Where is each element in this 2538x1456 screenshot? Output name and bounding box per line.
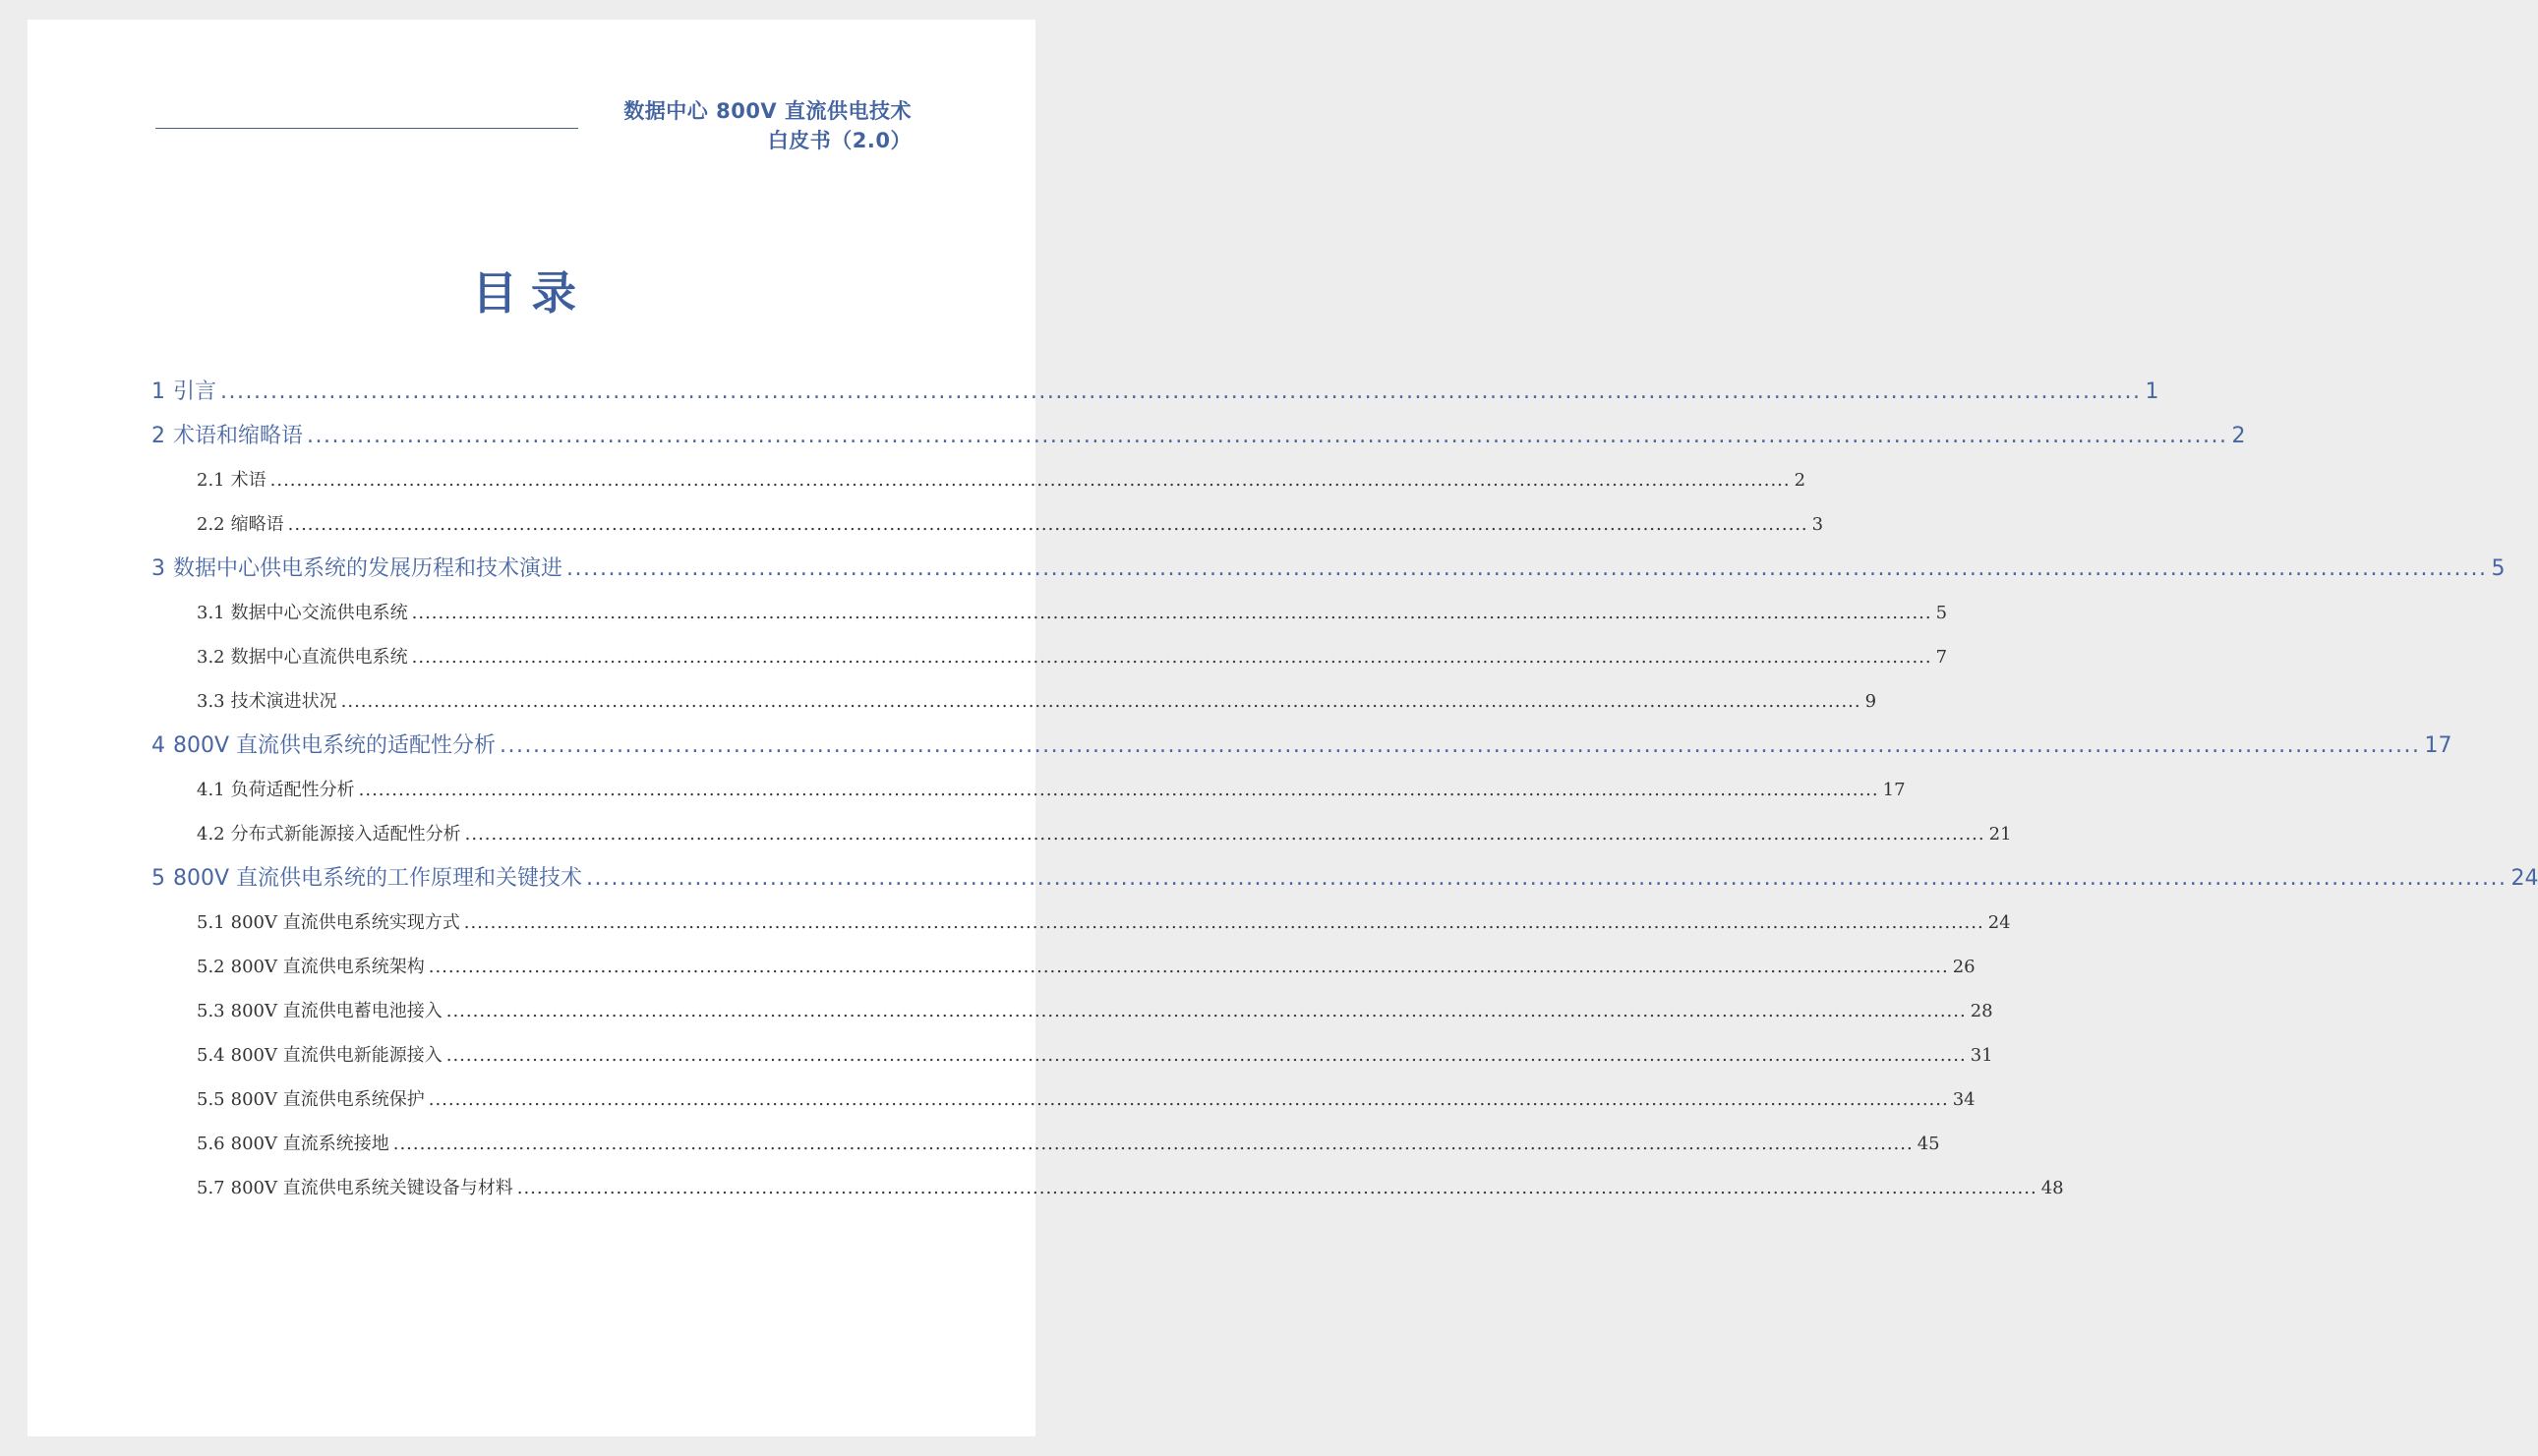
toc-entry-page: 5	[2491, 556, 2506, 581]
toc-entry-page: 2	[1794, 470, 1806, 491]
toc-entry-page: 24	[1987, 912, 2011, 933]
toc-entry-4-1[interactable]	[197, 776, 1906, 801]
toc-entry-page: 3	[1811, 514, 1824, 535]
toc-entry-5-3[interactable]	[197, 997, 1993, 1022]
toc-entry-5-7[interactable]	[197, 1174, 2064, 1199]
toc-entry-number: 5.5	[197, 1089, 225, 1110]
toc-leader-dots: ......................................................................................................................................................................................................................................	[358, 780, 1879, 800]
toc-entry-4[interactable]	[151, 728, 2452, 759]
header-divider	[155, 128, 578, 129]
toc-entry-title: 术语和缩略语	[173, 424, 304, 448]
toc-leader-dots: ......................................................................................................................................................................................................................................	[464, 824, 1985, 844]
toc-entry-title: 引言	[173, 379, 217, 404]
toc-entry-2-1[interactable]	[197, 466, 1806, 492]
toc-entry-3-1[interactable]	[197, 599, 1948, 624]
toc-entry-page: 9	[1864, 691, 1877, 712]
toc-leader-dots: ......................................................................................................................................................................................................................................	[411, 603, 1932, 623]
toc-entry-number: 5.4	[197, 1045, 225, 1066]
toc-entry-title: 数据中心直流供电系统	[230, 647, 408, 668]
toc-entry-title: 数据中心供电系统的发展历程和技术演进	[173, 556, 563, 581]
toc-leader-dots: ......................................................................................................................................................................................................................................	[340, 691, 1861, 712]
toc-entry-title: 800V 直流供电系统实现方式	[230, 912, 460, 933]
toc-entry-2[interactable]	[151, 419, 2246, 449]
toc-leader-dots: ......................................................................................................................................................................................................................................	[566, 556, 2488, 581]
toc-entry-title: 技术演进状况	[230, 691, 337, 712]
toc-entry-page: 17	[1882, 780, 1906, 800]
toc-entry-number: 5.1	[197, 912, 225, 933]
toc-entry-2-2[interactable]	[197, 510, 1824, 536]
toc-entry-title: 800V 直流系统接地	[230, 1134, 389, 1154]
toc-entry-5-4[interactable]	[197, 1041, 1993, 1067]
toc-entry-page: 2	[2231, 424, 2246, 448]
toc-entry-5-2[interactable]	[197, 953, 1976, 978]
toc-entry-page: 45	[1917, 1134, 1940, 1154]
toc-leader-dots: ......................................................................................................................................................................................................................................	[445, 1001, 1967, 1021]
toc-entry-number: 3.1	[197, 603, 225, 623]
toc-entry-title: 800V 直流供电新能源接入	[230, 1045, 443, 1066]
toc-entry-number: 5.2	[197, 957, 225, 977]
toc-entry-title: 800V 直流供电系统的工作原理和关键技术	[173, 866, 583, 891]
toc-entry-title: 800V 直流供电蓄电池接入	[230, 1001, 443, 1021]
toc-entry-page: 31	[1970, 1045, 1993, 1066]
toc-entry-page: 26	[1952, 957, 1976, 977]
toc-entry-3[interactable]	[151, 552, 2506, 582]
toc-entry-3-3[interactable]	[197, 687, 1877, 713]
toc-entry-number: 3	[151, 556, 165, 581]
toc-entry-number: 5.3	[197, 1001, 225, 1021]
toc-entry-number: 5.6	[197, 1134, 225, 1154]
toc-entry-page: 5	[1935, 603, 1948, 623]
toc-entry-5-6[interactable]	[197, 1130, 1940, 1155]
toc-entry-page: 7	[1935, 647, 1948, 668]
toc-leader-dots: ......................................................................................................................................................................................................................................	[428, 957, 1949, 977]
toc-entry-4-2[interactable]	[197, 820, 2012, 845]
header-title-line1: 数据中心 800V 直流供电技术	[623, 99, 912, 123]
toc-entry-page: 21	[1988, 824, 2012, 844]
toc-entry-title: 800V 直流供电系统的适配性分析	[173, 733, 497, 758]
toc-leader-dots: ......................................................................................................................................................................................................................................	[411, 647, 1932, 668]
toc-leader-dots: ......................................................................................................................................................................................................................................	[586, 866, 2508, 891]
toc-entry-page: 28	[1970, 1001, 1993, 1021]
header-title-line2: 白皮书（2.0）	[767, 129, 912, 152]
toc-entry-number: 3.3	[197, 691, 225, 712]
toc-entry-page: 17	[2424, 733, 2452, 758]
toc-leader-dots: ......................................................................................................................................................................................................................................	[445, 1045, 1967, 1066]
toc-entry-1[interactable]	[151, 375, 2159, 405]
toc-leader-dots: ......................................................................................................................................................................................................................................	[463, 912, 1984, 933]
toc-entry-title: 负荷适配性分析	[230, 780, 355, 800]
toc-entry-number: 4	[151, 733, 165, 758]
toc-leader-dots: ......................................................................................................................................................................................................................................	[428, 1089, 1949, 1110]
toc-heading: 目录	[472, 266, 590, 320]
toc-entry-5-1[interactable]	[197, 908, 2011, 934]
toc-entry-page: 1	[2145, 379, 2159, 404]
toc-entry-number: 3.2	[197, 647, 225, 668]
toc-entry-number: 2.2	[197, 514, 225, 535]
toc-entry-5[interactable]	[151, 861, 2538, 892]
toc-entry-title: 800V 直流供电系统架构	[230, 957, 425, 977]
toc-entry-number: 2.1	[197, 470, 225, 491]
toc-leader-dots: ......................................................................................................................................................................................................................................	[220, 379, 2142, 404]
toc-entry-title: 术语	[230, 470, 266, 491]
toc-entry-title: 800V 直流供电系统保护	[230, 1089, 425, 1110]
toc-leader-dots: ......................................................................................................................................................................................................................................	[307, 424, 2228, 448]
toc-entry-title: 分布式新能源接入适配性分析	[230, 824, 461, 844]
toc-entry-number: 1	[151, 379, 165, 404]
toc-leader-dots: ......................................................................................................................................................................................................................................	[392, 1134, 1914, 1154]
toc-entry-number: 4.1	[197, 780, 225, 800]
toc-entry-title: 800V 直流供电系统关键设备与材料	[230, 1178, 513, 1198]
toc-entry-number: 4.2	[197, 824, 225, 844]
toc-leader-dots: ......................................................................................................................................................................................................................................	[500, 733, 2421, 758]
toc-entry-number: 5.7	[197, 1178, 225, 1198]
toc-leader-dots: ......................................................................................................................................................................................................................................	[269, 470, 1791, 491]
toc-entry-number: 5	[151, 866, 165, 891]
toc-entry-number: 2	[151, 424, 165, 448]
toc-leader-dots: ......................................................................................................................................................................................................................................	[516, 1178, 2037, 1198]
toc-entry-page: 24	[2510, 866, 2538, 891]
toc-entry-title: 数据中心交流供电系统	[230, 603, 408, 623]
toc-entry-5-5[interactable]	[197, 1085, 1976, 1111]
toc-leader-dots: ......................................................................................................................................................................................................................................	[287, 514, 1808, 535]
toc-entry-page: 34	[1952, 1089, 1976, 1110]
document-header	[623, 96, 912, 155]
toc-entry-3-2[interactable]	[197, 643, 1948, 669]
toc-entry-page: 48	[2040, 1178, 2064, 1198]
toc-entry-title: 缩略语	[230, 514, 284, 535]
